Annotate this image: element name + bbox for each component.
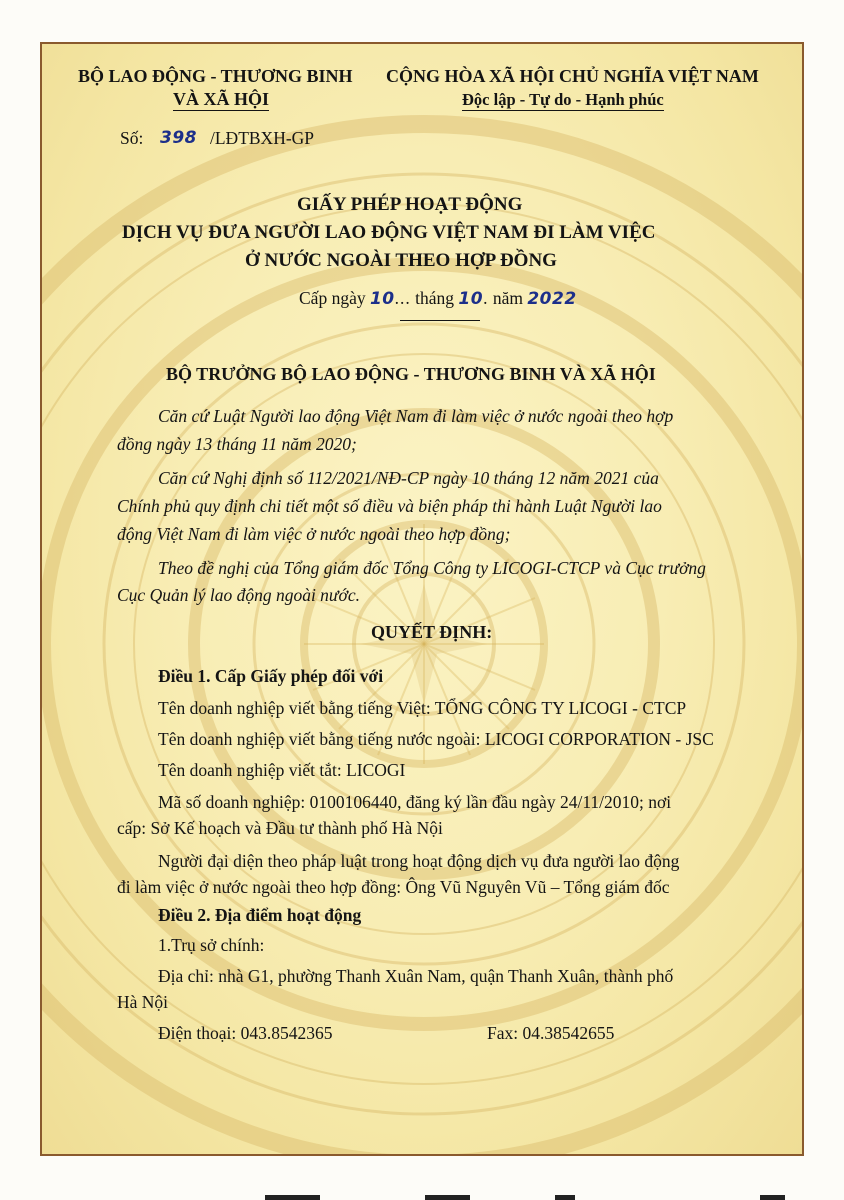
- enterprise-code-line2: cấp: Sở Kế hoạch và Đầu tư thành phố Hà Nội: [117, 818, 443, 838]
- scan-edge-marks: [0, 1192, 844, 1200]
- document-number-value: 398: [160, 128, 197, 148]
- legal-representative-line1: Người đại diện theo pháp luật trong hoạt động dịch vụ đưa người lao động: [158, 851, 680, 871]
- national-motto: Độc lập - Tự do - Hạnh phúc: [462, 90, 664, 109]
- issue-year-label: năm: [492, 288, 523, 308]
- basis-proposal-line1: Theo đề nghị của Tổng giám đốc Tổng Công ty LICOGI-CTCP và Cục trưởng: [158, 558, 706, 578]
- title-line3: Ở NƯỚC NGOÀI THEO HỢP ĐỒNG: [245, 250, 557, 271]
- basis-proposal-line2: Cục Quản lý lao động ngoài nước.: [117, 585, 360, 605]
- company-name-foreign: Tên doanh nghiệp viết bằng tiếng nước ngoài: LICOGI CORPORATION - JSC: [158, 729, 714, 749]
- title-line2: DỊCH VỤ ĐƯA NGƯỜI LAO ĐỘNG VIỆT NAM ĐI LÀM VIỆC: [122, 222, 656, 243]
- basis-law-line1: Căn cứ Luật Người lao động Việt Nam đi làm việc ở nước ngoài theo hợp: [158, 406, 674, 426]
- address-line1: Địa chỉ: nhà G1, phường Thanh Xuân Nam, quận Thanh Xuân, thành phố: [158, 966, 674, 986]
- ministry-name-line1: BỘ LAO ĐỘNG - THƯƠNG BINH: [78, 66, 353, 86]
- date-divider: [400, 320, 480, 321]
- issue-date-prefix: Cấp ngày: [299, 288, 366, 308]
- company-name-short: Tên doanh nghiệp viết tắt: LICOGI: [158, 760, 406, 780]
- basis-law-line2: đồng ngày 13 tháng 11 năm 2020;: [117, 434, 357, 454]
- fax-number: Fax: 04.38542655: [487, 1023, 615, 1043]
- company-name-vietnamese: Tên doanh nghiệp viết bằng tiếng Việt: TỔNG CÔNG TY LICOGI - CTCP: [158, 698, 687, 718]
- issue-date-line: [299, 288, 577, 309]
- issue-month-label: tháng: [415, 288, 455, 308]
- phone-number: Điện thoại: 043.8542365: [158, 1023, 333, 1043]
- article2-heading: Điều 2. Địa điểm hoạt động: [158, 905, 362, 925]
- legal-representative-line2: đi làm việc ở nước ngoài theo hợp đồng: Ông Vũ Nguyên Vũ – Tổng giám đốc: [117, 877, 670, 897]
- issue-year: 2022: [527, 289, 577, 309]
- headquarters-label: 1.Trụ sở chính:: [158, 935, 265, 955]
- title-line1: GIẤY PHÉP HOẠT ĐỘNG: [297, 194, 523, 215]
- issuing-authority: BỘ TRƯỞNG BỘ LAO ĐỘNG - THƯƠNG BINH VÀ XÃ HỘI: [166, 364, 656, 384]
- basis-decree-line2: Chính phủ quy định chi tiết một số điều và biện pháp thi hành Luật Người lao: [117, 496, 662, 516]
- ministry-name-line2: VÀ XÃ HỘI: [173, 89, 270, 109]
- issue-day-dots: ...: [394, 288, 411, 308]
- decision-heading: QUYẾT ĐỊNH:: [371, 622, 493, 642]
- issue-month-dots: .: [483, 288, 489, 308]
- basis-decree-line1: Căn cứ Nghị định số 112/2021/NĐ-CP ngày 10 tháng 12 năm 2021 của: [158, 468, 659, 488]
- republic-name: CỘNG HÒA XÃ HỘI CHỦ NGHĨA VIỆT NAM: [386, 66, 759, 86]
- issue-month: 10: [458, 289, 484, 309]
- address-line2: Hà Nội: [117, 992, 169, 1012]
- document-number-suffix: /LĐTBXH-GP: [210, 128, 315, 148]
- article1-heading: Điều 1. Cấp Giấy phép đối với: [158, 666, 384, 686]
- enterprise-code-line1: Mã số doanh nghiệp: 0100106440, đăng ký lần đầu ngày 24/11/2010; nơi: [158, 792, 672, 812]
- document-number-label: Số:: [120, 128, 144, 148]
- issue-day: 10: [369, 289, 395, 309]
- basis-decree-line3: động Việt Nam đi làm việc ở nước ngoài theo hợp đồng;: [117, 524, 511, 544]
